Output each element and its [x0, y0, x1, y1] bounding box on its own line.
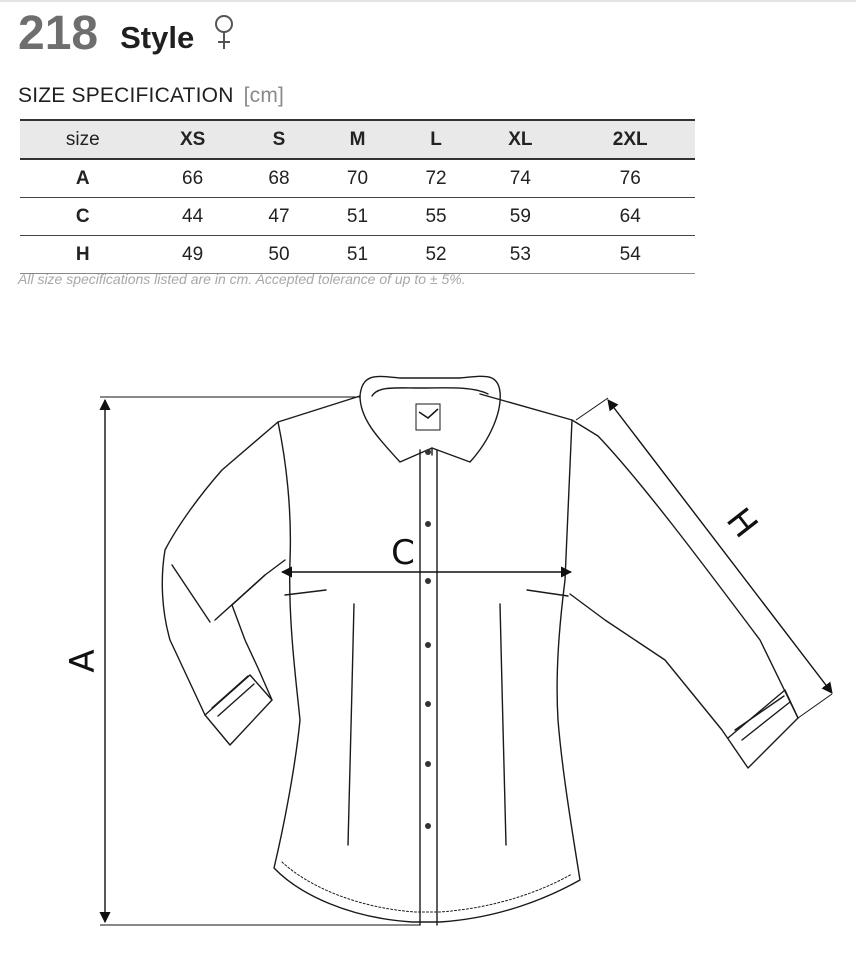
column-header-s: S	[272, 128, 286, 150]
button-icon	[425, 578, 431, 584]
label-a: A	[63, 649, 103, 673]
table-cell: 70	[346, 167, 369, 189]
style-number: 218	[18, 7, 99, 60]
column-header-2xl: 2XL	[612, 128, 648, 150]
button-icon	[425, 823, 431, 829]
column-header-l: L	[430, 128, 442, 150]
top-divider	[0, 0, 856, 2]
table-cell: 66	[182, 167, 204, 189]
table-cell: 76	[619, 167, 641, 189]
shirt-buttons	[425, 449, 431, 829]
table-cell: 55	[425, 205, 447, 227]
table-cell: 68	[268, 167, 290, 189]
table-cell: 72	[425, 167, 447, 189]
table-cell: 51	[346, 205, 369, 227]
row-label: C	[75, 205, 90, 227]
button-icon	[425, 701, 431, 707]
measure-a-line	[100, 397, 420, 925]
table-row	[20, 198, 695, 236]
row-label: A	[75, 167, 90, 189]
tolerance-note: All size specifications listed are in cm. Accepted tolerance of up to ± 5%.	[18, 271, 466, 287]
column-header-m: M	[349, 128, 366, 150]
table-cell: 74	[509, 167, 531, 189]
left-cuff	[205, 675, 272, 715]
row-label: H	[75, 243, 90, 265]
table-cell: 64	[619, 205, 641, 227]
column-header-xs: XS	[179, 128, 206, 150]
button-icon	[425, 642, 431, 648]
shirt-body	[274, 394, 580, 922]
table-cell: 52	[425, 243, 447, 265]
table-row	[20, 159, 695, 198]
label-c: C	[391, 533, 415, 573]
column-header-xl: XL	[508, 128, 533, 150]
button-icon	[425, 521, 431, 527]
female-symbol-icon	[212, 13, 236, 53]
label-h: H	[718, 500, 766, 546]
table-cell: 59	[509, 205, 531, 227]
size-specification-title	[18, 84, 284, 108]
shirt-diagram	[0, 360, 856, 960]
style-label: Style	[120, 20, 195, 55]
table-cell: 50	[268, 243, 290, 265]
table-cell: 49	[182, 243, 204, 265]
table-cell: 54	[619, 243, 641, 265]
button-icon	[425, 761, 431, 767]
spec-title-text: SIZE SPECIFICATION	[18, 84, 234, 107]
left-sleeve	[162, 422, 285, 745]
spec-unit: [cm]	[243, 84, 285, 107]
table-cell: 53	[509, 243, 531, 265]
column-header-size: size	[65, 128, 100, 150]
size-table	[20, 119, 695, 274]
table-cell: 47	[268, 205, 290, 227]
table-cell: 51	[346, 243, 369, 265]
style-header	[18, 6, 236, 62]
right-sleeve	[570, 420, 798, 768]
table-cell: 44	[182, 205, 204, 227]
measure-h-line	[576, 398, 832, 718]
button-icon	[425, 449, 431, 455]
size-table-header-row	[20, 120, 695, 159]
table-row	[20, 236, 695, 274]
